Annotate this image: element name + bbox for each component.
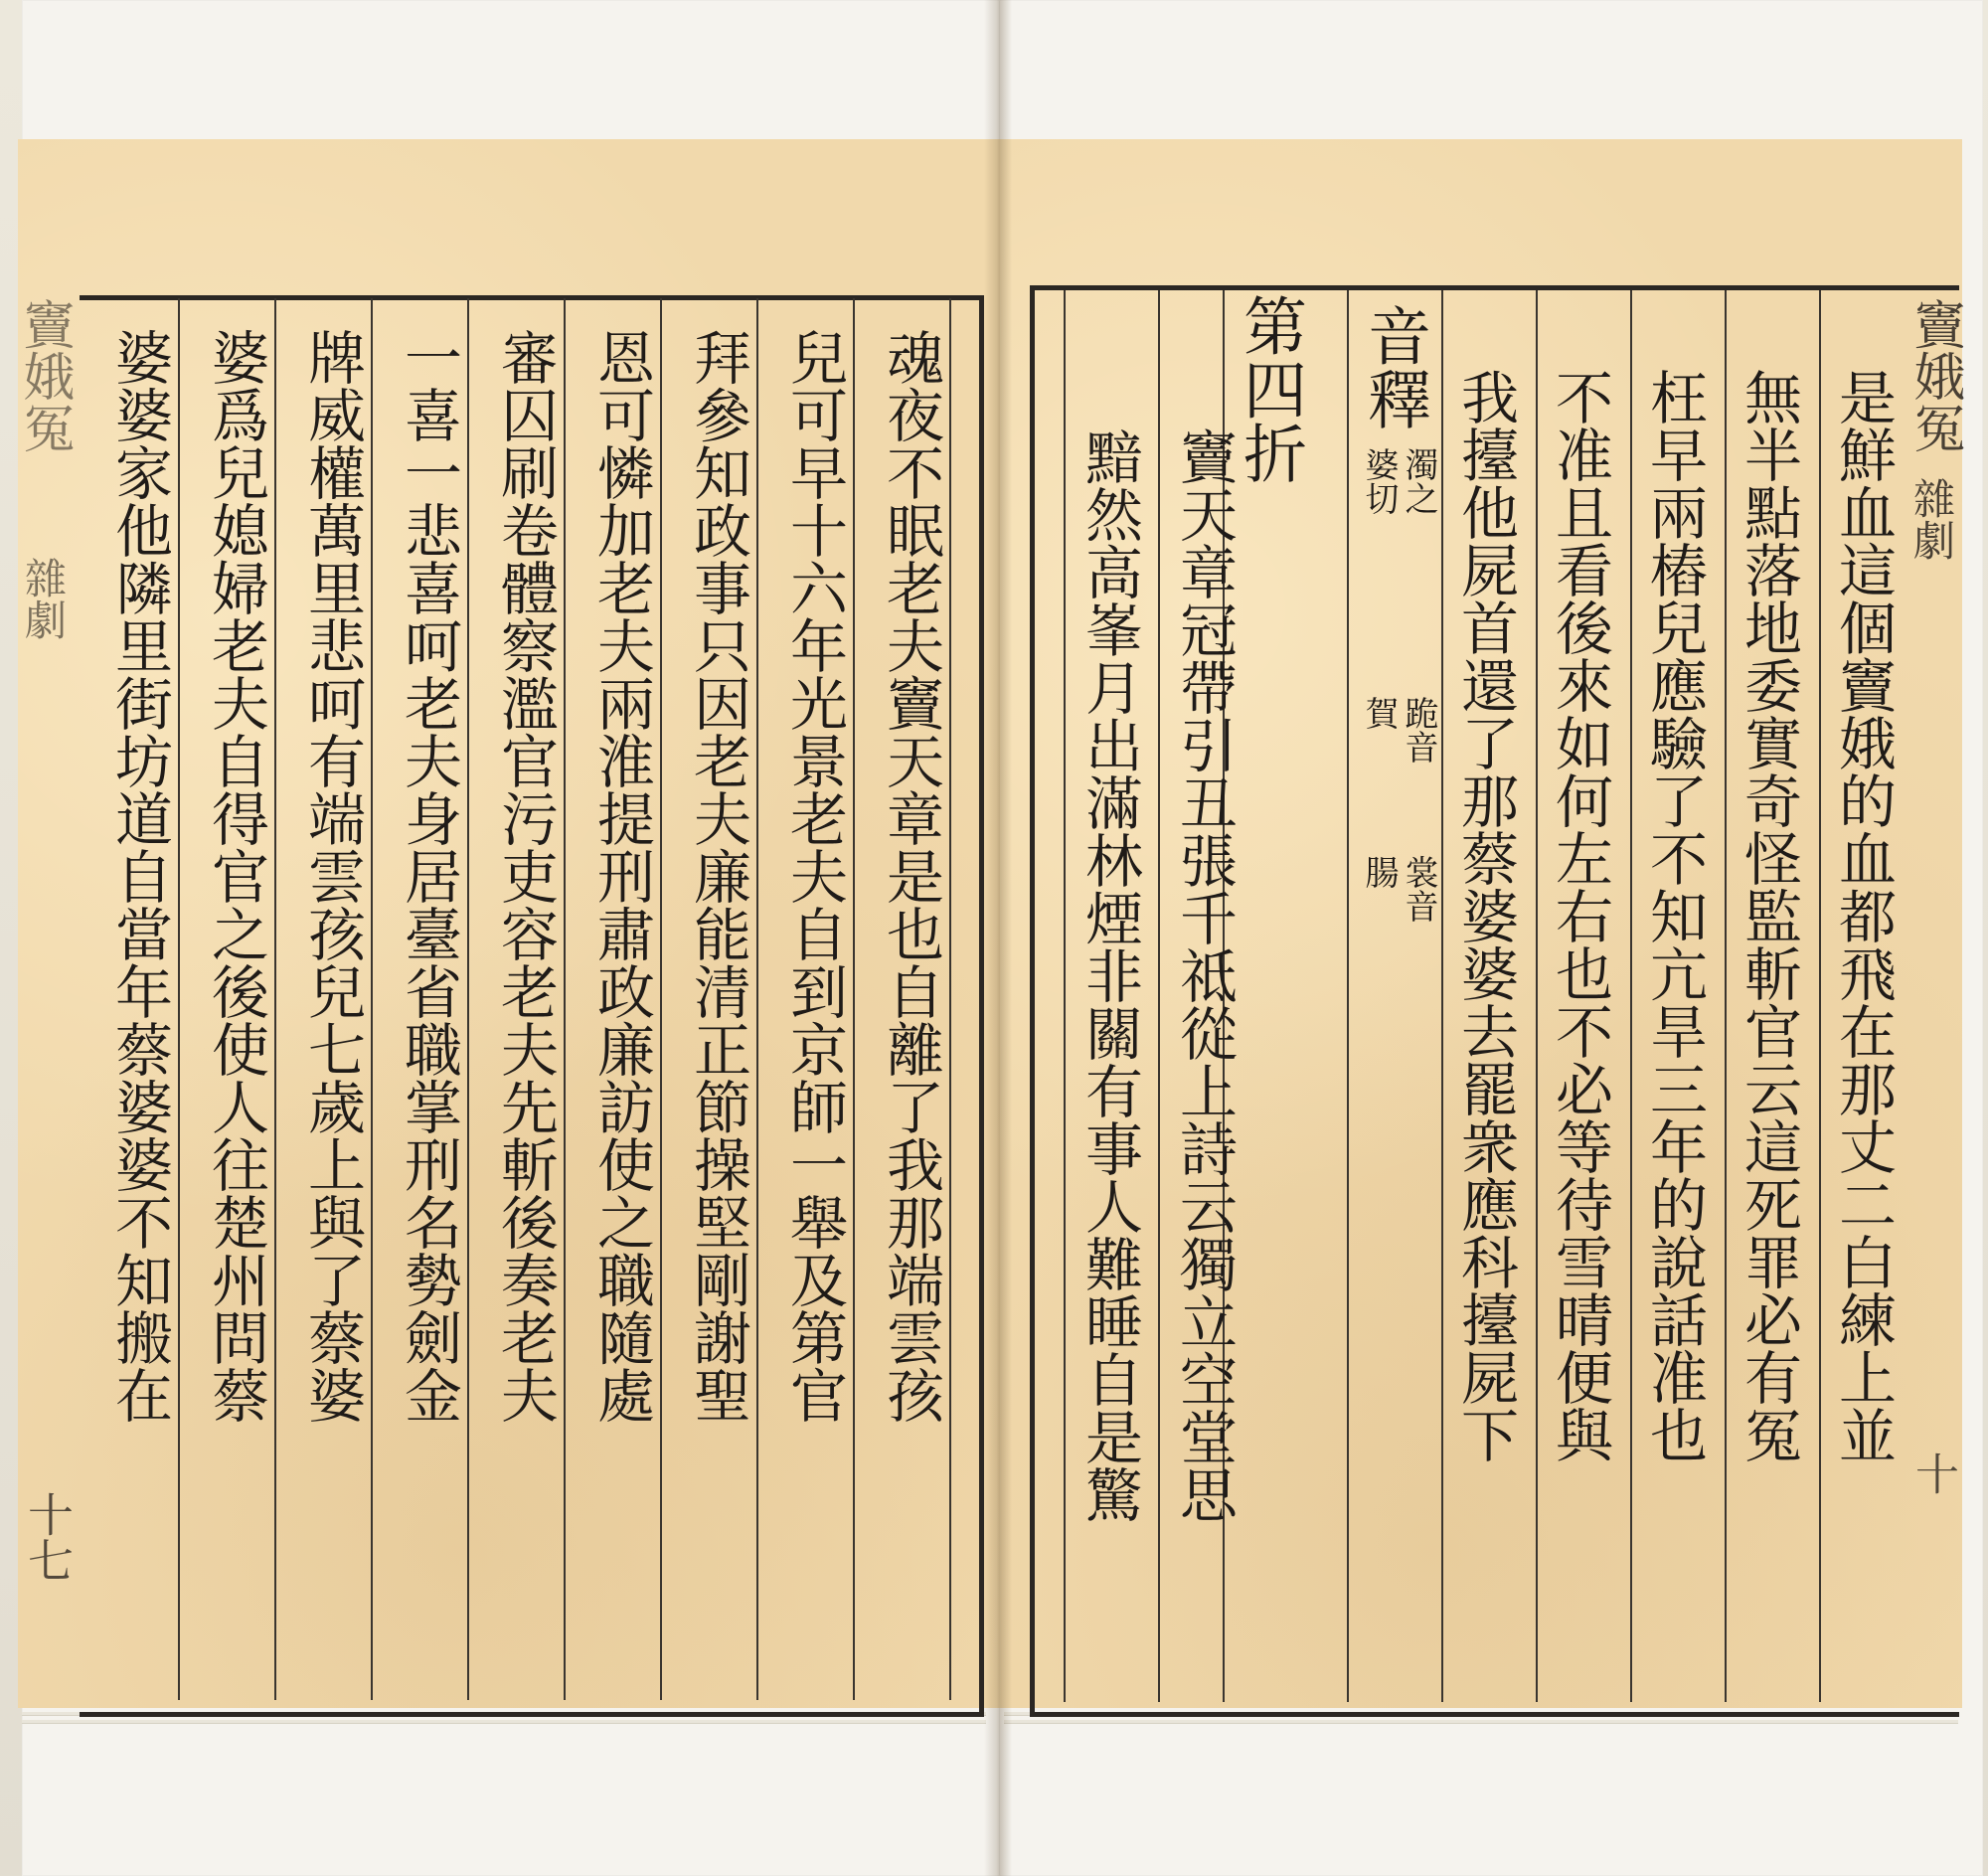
yinshi-item: 腸 <box>1359 855 1399 889</box>
yinshi-item: 賀 <box>1359 696 1399 730</box>
column-rule <box>1536 290 1538 1702</box>
column-rule <box>564 298 566 1700</box>
column-rule <box>756 298 758 1700</box>
left-edge-label: 雜劇 <box>19 557 68 640</box>
column-rule <box>1158 290 1160 1702</box>
column-rule <box>1064 290 1066 1702</box>
text-column: 兒可早十六年光景老夫自到京師一舉及第官 <box>780 328 848 1424</box>
text-column: 竇天章冠帶引丑張千祗從上詩云獨立空堂思 <box>1170 427 1238 1523</box>
right-edge-label: 雜劇 <box>1907 477 1956 561</box>
right-edge-page-number: 十 <box>1907 1451 1958 1495</box>
text-column: 一喜一悲喜呵老夫身居臺省職掌刑名勢劍金 <box>395 328 462 1424</box>
act-heading: 第四折 <box>1233 293 1306 484</box>
column-rule <box>178 298 180 1700</box>
page-stack-edge <box>22 1720 986 1724</box>
text-column: 是鮮血這個竇娥的血都飛在那丈二白練上並 <box>1829 368 1897 1463</box>
text-column: 牌威權萬里悲呵有端雲孩兒七歲上與了蔡婆 <box>298 328 366 1424</box>
column-rule <box>1819 290 1821 1702</box>
column-rule <box>371 298 373 1700</box>
column-rule <box>660 298 662 1700</box>
right-edge-title: 竇娥冤 <box>1905 298 1964 453</box>
yinshi-heading: 音釋 <box>1357 303 1430 430</box>
left-edge-title: 竇娥冤 <box>14 298 74 453</box>
text-column: 審囚刷卷體察濫官污吏容老夫先斬後奏老夫 <box>491 328 559 1424</box>
column-rule <box>1347 290 1349 1702</box>
text-column: 黯然高峯月出滿林煙非關有事人難睡自是驚 <box>1076 427 1143 1523</box>
column-rule <box>274 298 276 1700</box>
column-rule <box>1630 290 1632 1702</box>
text-column: 我擡他屍首還了那蔡婆婆去罷衆應科擡屍下 <box>1451 368 1519 1463</box>
text-column: 婆婆家他隣里街坊道自當年蔡婆婆不知搬在 <box>105 328 173 1424</box>
left-edge-page-number: 十七 <box>21 1491 75 1583</box>
yinshi-item: 裳音 <box>1399 855 1438 923</box>
column-rule <box>467 298 469 1700</box>
text-column: 婆爲兒媳婦老夫自得官之後使人往楚州問蔡 <box>202 328 269 1424</box>
page-stack-edge <box>1004 1720 1958 1724</box>
column-rule <box>1441 290 1443 1702</box>
text-column: 拜參知政事只因老夫廉能清正節操堅剛謝聖 <box>684 328 751 1424</box>
yinshi-item: 跪音 <box>1399 696 1438 764</box>
text-column: 恩可憐加老夫兩淮提刑肅政廉訪使之職隨處 <box>587 328 655 1424</box>
yinshi-item: 婆切 <box>1359 447 1399 515</box>
text-column: 不准且看後來如何左右也不必等待雪晴便與 <box>1546 368 1613 1463</box>
book-gutter <box>984 0 1012 1876</box>
column-rule <box>853 298 855 1700</box>
yinshi-item: 濁之 <box>1399 447 1438 515</box>
text-column: 無半點落地委實奇怪監斬官云這死罪必有冤 <box>1735 368 1802 1463</box>
column-rule <box>1725 290 1727 1702</box>
column-rule <box>949 298 951 1700</box>
text-column: 枉早兩樁兒應驗了不知亢旱三年的說話准也 <box>1640 368 1708 1463</box>
text-column: 魂夜不眠老夫竇天章是也自離了我那端雲孩 <box>877 328 944 1424</box>
